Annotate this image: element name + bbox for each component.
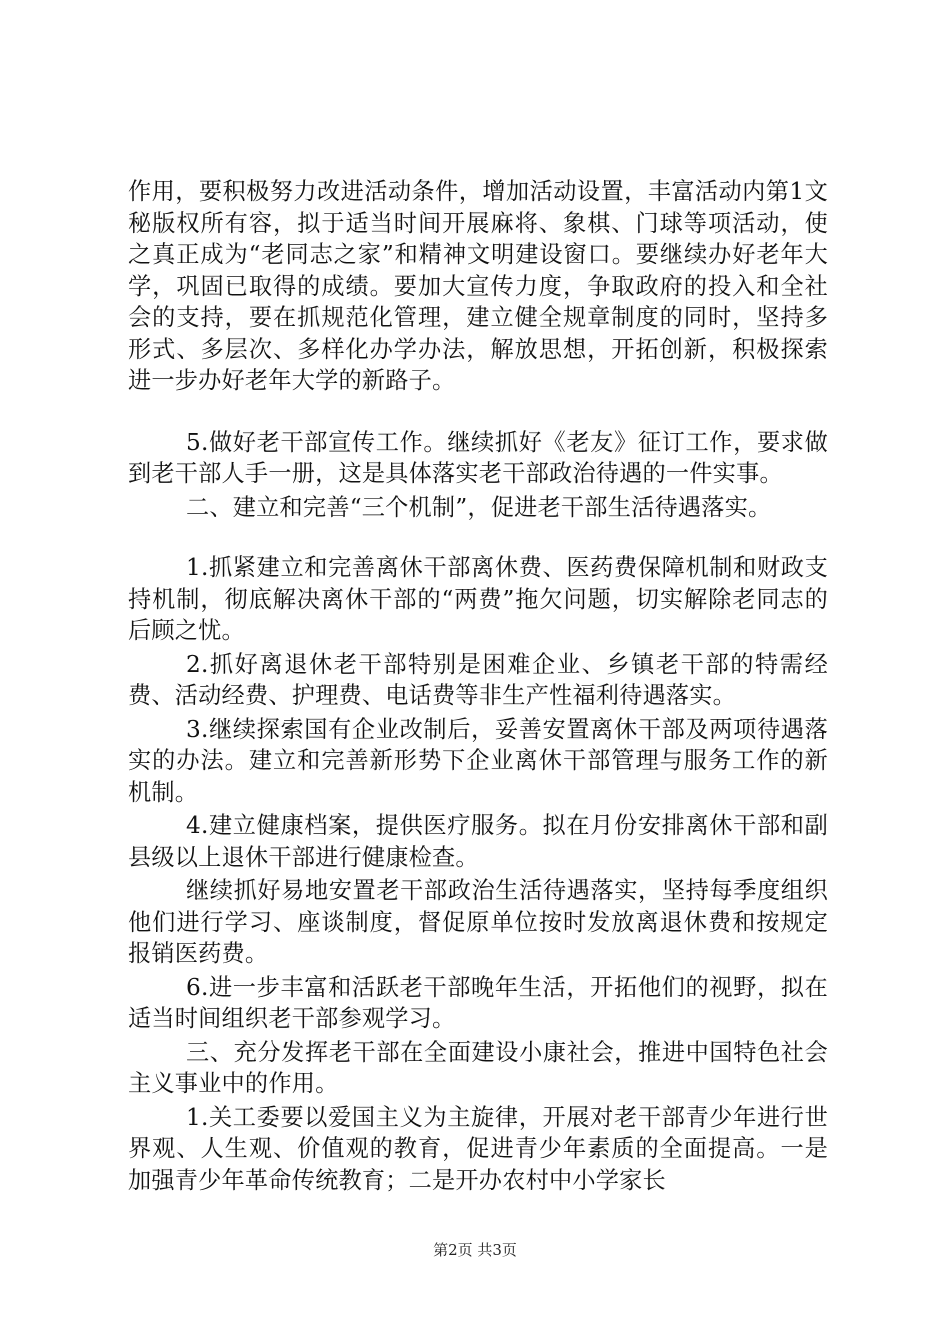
paragraph-item-4-health: 4.建立健康档案，提供医疗服务。拟在月份安排离休干部和副县级以上退休干部进行健康检查。 [128, 812, 828, 871]
paragraph-item-6-activities: 6.进一步丰富和活跃老干部晚年生活，开拓他们的视野，拟在适当时间组织老干部参观学习。 [128, 973, 828, 1032]
paragraph-relocated-cadres: 继续抓好易地安置老干部政治生活待遇落实，坚持每季度组织他们进行学习、座谈制度，督促原单位按时发放离退休费和按规定报销医药费。 [128, 877, 828, 967]
paragraph-item-1-youth: 1.关工委要以爱国主义为主旋律，开展对老干部青少年进行世界观、人生观、价值观的教育，促进青少年素质的全面提高。一是加强青少年革命传统教育；二是开办农村中小学家长 [128, 1103, 828, 1194]
paragraph-item-5-publicity: 5.做好老干部宣传工作。继续抓好《老友》征订工作，要求做到老干部人手一册，这是具体落实老干部政治待遇的一件实事。 [128, 428, 828, 487]
document-body [128, 176, 828, 1196]
paragraph-item-2-benefits: 2.抓好离退休老干部特别是困难企业、乡镇老干部的特需经费、活动经费、护理费、电话费等非生产性福利待遇落实。 [128, 650, 828, 709]
section-heading-three: 三、充分发挥老干部在全面建设小康社会，推进中国特色社会主义事业中的作用。 [128, 1038, 828, 1097]
paragraph-item-3-enterprise: 3.继续探索国有企业改制后，妥善安置离休干部及两项待遇落实的办法。建立和完善新形势下企业离休干部管理与服务工作的新机制。 [128, 715, 828, 806]
section-heading-two: 二、建立和完善“三个机制”，促进老干部生活待遇落实。 [186, 493, 772, 521]
paragraph-continuation: 作用，要积极努力改进活动条件，增加活动设置，丰富活动内第1文秘版权所有容，拟于适当时间开展麻将、象棋、门球等项活动，使之真正成为“老同志之家”和精神文明建设窗口。要继续办好老年大学，巩固已取得的成绩。要加大宣传力度，争取政府的投入和全社会的支持，要在抓规范化管理，建立健全规章制度的同时，坚持多形式、多层次、多样化办学办法，解放思想，开拓创新，积极探索进一步办好老年大学的新路子。 [128, 178, 828, 394]
paragraph-item-1-funding: 1.抓紧建立和完善离休干部离休费、医药费保障机制和财政支持机制，彻底解决离休干部的“两费”拖欠问题，切实解除老同志的后顾之忧。 [128, 554, 828, 644]
page-number-footer: 第2页 共3页 [433, 1241, 517, 1259]
